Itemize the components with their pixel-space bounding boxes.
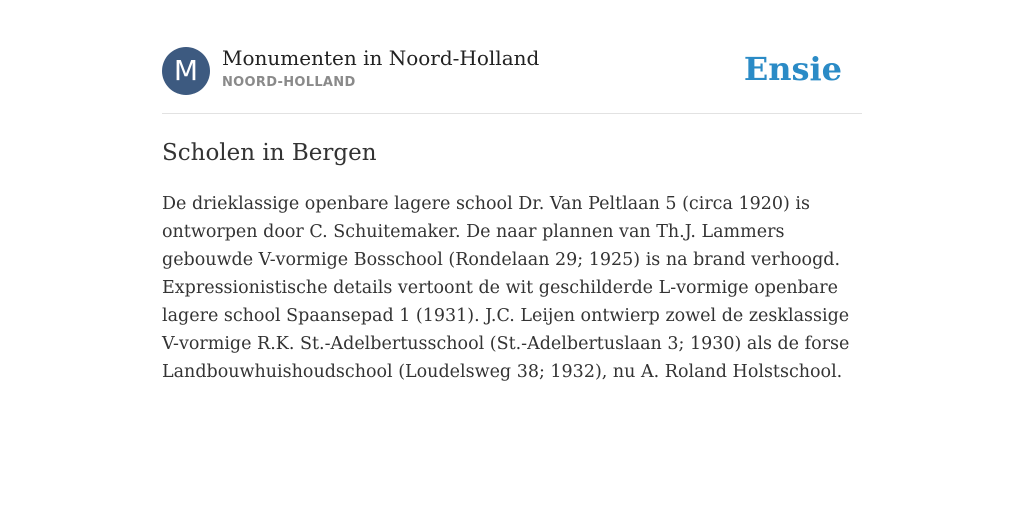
entry-card: [162, 46, 862, 386]
article-title: Scholen in Bergen: [162, 140, 377, 166]
source-avatar[interactable]: M: [162, 47, 210, 95]
source-subtitle: NOORD-HOLLAND: [222, 75, 356, 90]
source-title[interactable]: Monumenten in Noord-Holland: [222, 46, 540, 70]
header-divider: [162, 113, 862, 114]
article-body: De drieklassige openbare lagere school Dr. Van Peltlaan 5 (circa 1920) is ontworpen door C. Schuitemaker. De naar plannen van Th.J. Lammers gebouwde V-vormige Bosschool (Rondelaan 29; 1925) is na brand verhoogd. Expressionistische details vertoont de wit geschilderde L-vormige openbare lagere school Spaansepad 1 (1931). J.C. Leijen ontwierp zowel de zesklassige V-vormige R.K. St.-Adelbertusschool (St.-Adelbertuslaan 3; 1930) als de forse Landbouwhuishoudschool (Loudelsweg 38; 1932), nu A. Roland Holstschool.: [162, 194, 850, 382]
source-header: [162, 46, 862, 96]
brand-logo[interactable]: Ensie: [743, 50, 842, 88]
